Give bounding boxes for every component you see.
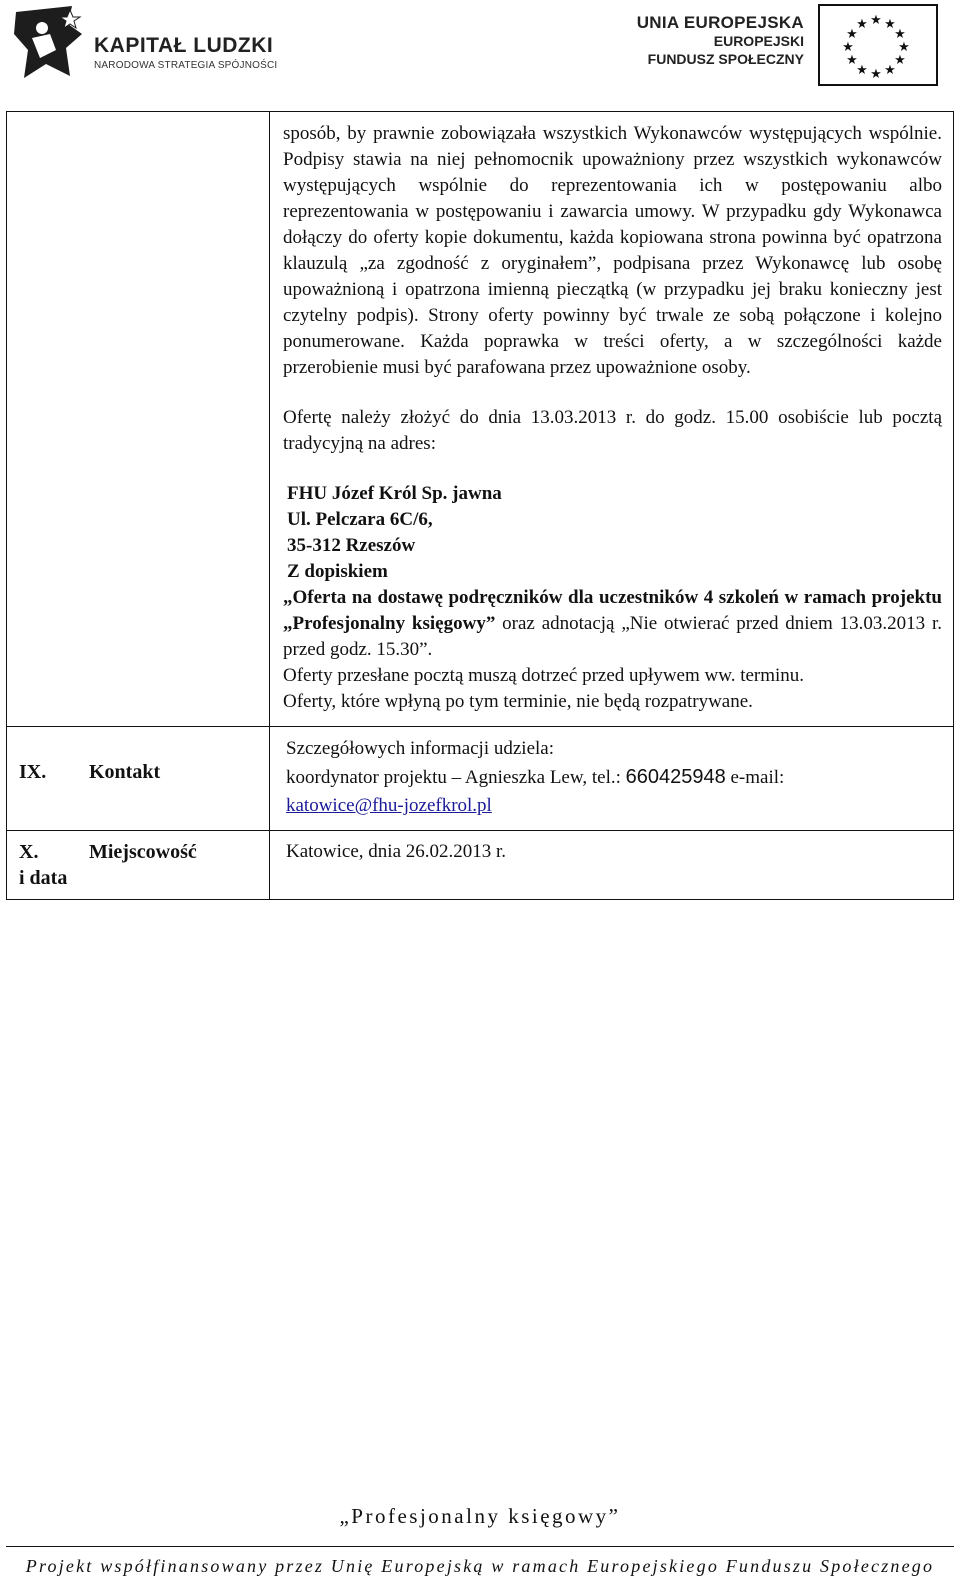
offer-annotation [283,585,942,663]
svg-text:★: ★ [884,17,896,32]
svg-text:★: ★ [870,13,882,28]
section-label: Miejscowość [89,841,197,863]
instructions-paragraph: sposób, by prawnie zobowiązała wszystkich Wykonawców występujących wspólnie. Podpisy stawia na niej pełnomocnik upoważniony przez wszystkich wykonawców występujących wspólnie do reprezentowania ich w postępowaniu albo reprezentowania w postępowaniu i zawarcia umowy. W przypadku gdy Wykonawca dołączy do oferty kopie dokumentu, każda kopiowana strona powinna być opatrzona klauzulą „za zgodność z oryginałem”, podpisana przez Wykonawcę lub osobę upoważnioną i opatrzona imienną pieczątką (w przypadku jej braku konieczny jest czytelny podpis). Strony oferty powinny być trwale ze sobą połączone i kolejno ponumerowane. Każda poprawka w treści oferty, a w szczególności każde przerobienie musi być parafowana przez upoważnione osoby. [283,123,942,378]
kapital-ludzki-logo [10,4,295,84]
footer-cofinance-note: Projekt współfinansowany przez Unię Europejską w ramach Europejskiego Funduszu Społecznego [25,1556,935,1576]
table-row [7,831,954,900]
address-street: Ul. Pelczara 6C/6, [287,509,433,530]
email-prefix: e-mail: [725,767,785,788]
eu-line2: EUROPEJSKI [713,33,804,49]
section-number: X. [19,841,39,863]
svg-text:★: ★ [842,40,854,55]
svg-text:★: ★ [884,63,896,78]
eu-efs-logo [612,4,938,88]
svg-text:★: ★ [846,53,858,68]
mail-note-1: Oferty przesłane pocztą muszą dotrzeć przed upływem ww. terminu. [283,665,805,686]
contact-email-link[interactable]: katowice@fhu-jozefkrol.pl [286,795,492,816]
logo-name: KAPITAŁ LUDZKI [94,34,274,57]
offer-quote: „Oferta na dostawę podręczników dla uczestników 4 szkoleń w ramach projektu „Profesjonalny księgowy” [283,587,942,634]
contact-details-cell [270,727,954,831]
section-number: IX. [19,761,47,783]
eu-logo-text [637,14,804,68]
eu-flag [818,4,938,86]
address-company: FHU Józef Król Sp. jawna [287,483,502,504]
section-label: Kontakt [89,761,161,783]
contact-person-line [286,763,943,792]
human-capital-logo-icon [10,4,90,84]
table-row [7,112,954,727]
svg-text:★: ★ [898,40,910,55]
table-row [7,727,954,831]
deadline-paragraph: Ofertę należy złożyć do dnia 13.03.2013 r. do godz. 15.00 osobiście lub pocztą tradycyjną na adres: [283,407,942,454]
delivery-address [283,481,942,585]
svg-text:★: ★ [870,67,882,82]
section-label-line2: i data [19,867,68,889]
mail-note-2: Oferty, które wpłyną po tym terminie, nie będą rozpatrywane. [283,691,753,712]
address-city: 35-312 Rzeszów [287,535,416,556]
footer-divider [6,1546,954,1547]
svg-text:★: ★ [846,27,858,42]
empty-label-cell [7,112,270,727]
place-date-label-cell [7,831,270,900]
footer-project-title: „Profesjonalny księgowy” [339,1504,621,1528]
eu-line3: FUNDUSZ SPOŁECZNY [647,51,804,67]
svg-text:★: ★ [856,63,868,78]
svg-text:★: ★ [894,53,906,68]
contact-label-cell [7,727,270,831]
logo-tagline: NARODOWA STRATEGIA SPÓJNOŚCI [94,60,278,71]
place-date-value: Katowice, dnia 26.02.2013 r. [270,831,954,900]
eu-flag-icon [820,6,936,84]
svg-text:★: ★ [894,27,906,42]
offer-instructions-cell [270,112,954,727]
svg-text:★: ★ [856,17,868,32]
document-table [6,111,954,900]
contact-phone: 660425948 [625,766,726,788]
offer-quote-rest: oraz adnotacją „Nie otwierać przed dniem 13.03.2013 r. przed godz. 15.30”. [283,613,943,660]
contact-person: koordynator projektu – Agnieszka Lew, tel.: [286,767,626,788]
contact-intro: Szczegółowych informacji udziela: [286,738,555,759]
eu-line1: UNIA EUROPEJSKA [636,13,804,32]
address-note-label: Z dopiskiem [287,561,388,582]
